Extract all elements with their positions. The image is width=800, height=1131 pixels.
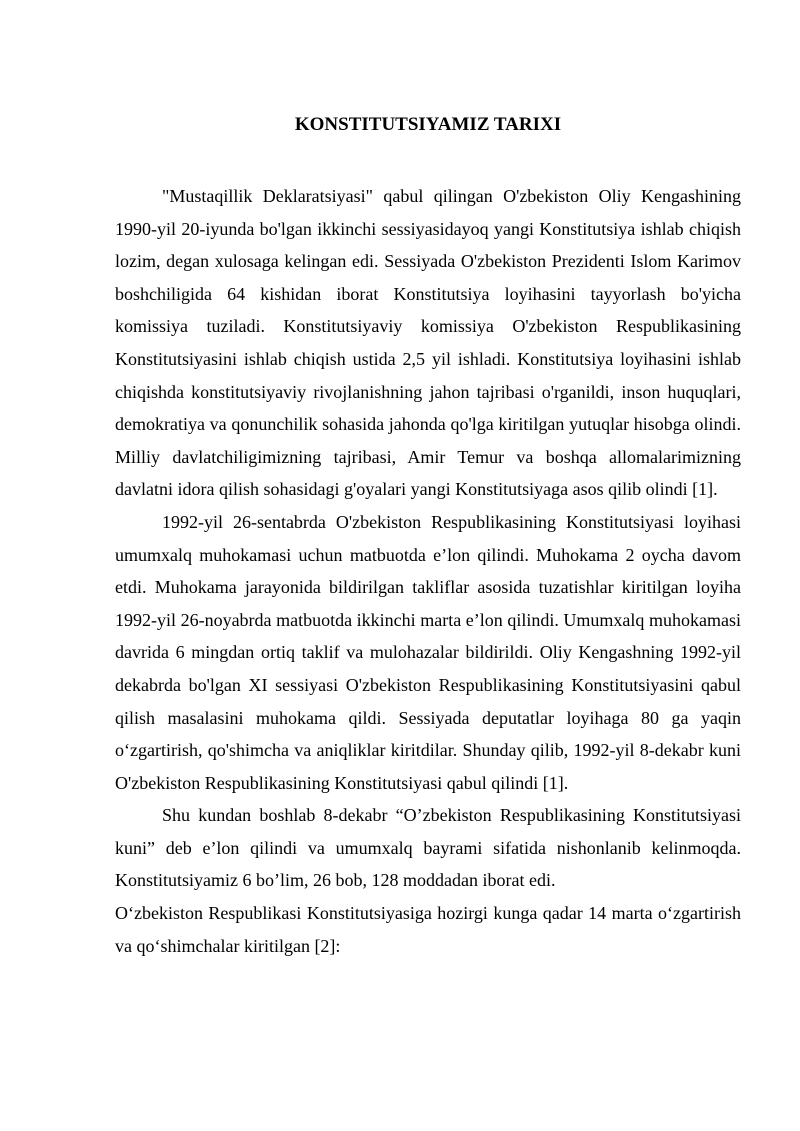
paragraph-3: Shu kundan boshlab 8-dekabr “O’zbekiston Respublikasining Konstitutsiyasi kuni” deb e’lon qilindi va umumxalq bayrami sifatida nishonlanib kelinmoqda. Konstitutsiyamiz 6 bo’lim, 26 bob, 128 moddadan iborat edi. (115, 805, 741, 891)
document-body (115, 180, 741, 962)
paragraph-1: "Mustaqillik Deklaratsiyasi" qabul qilingan O'zbekiston Oliy Kengashining 1990-yil 20-iyunda bo'lgan ikkinchi sessiyasidayoq yangi Konstitutsiya ishlab chiqish lozim, degan xulosaga kelingan edi. Sessiyada O'zbekiston Prezidenti Islom Karimov boshchiligida 64 kishidan iborat Konstitutsiya loyihasini tayyorlash bo'yicha komissiya tuziladi. Konstitutsiyaviy komissiya O'zbekiston Respublikasining Konstitutsiyasini ishlab chiqish ustida 2,5 yil ishladi. Konstitutsiya loyihasini ishlab chiqishda konstitutsiyaviy rivojlanishning jahon tajribasi o'rganildi, inson huquqlari, demokratiya va qonunchilik sohasida jahonda qo'lga kiritilgan yutuqlar hisobga olindi. Milliy davlatchiligimizning tajribasi, Amir Temur va boshqa allomalarimizning davlatni idora qilish sohasidagi g'oyalari yangi Konstitutsiyaga asos qilib olindi [1]. (115, 186, 741, 500)
paragraph-2: 1992-yil 26-sentabrda O'zbekiston Respublikasining Konstitutsiyasi loyihasi umumxalq muhokamasi uchun matbuotda e’lon qilindi. Muhokama 2 oycha davom etdi. Muhokama jarayonida bildirilgan takliflar asosida tuzatishlar kiritilgan loyiha 1992-yil 26-noyabrda matbuotda ikkinchi marta e’lon qilindi. Umumxalq muhokamasi davrida 6 mingdan ortiq taklif va mulohazalar bildirildi. Oliy Kengashning 1992-yil dekabrda bo'lgan XI sessiyasi O'zbekiston Respublikasining Konstitutsiyasini qabul qilish masalasini muhokama qildi. Sessiyada deputatlar loyihaga 80 ga yaqin o‘zgartirish, qo'shimcha va aniqliklar kiritdilar. Shunday qilib, 1992-yil 8-dekabr kuni O'zbekiston Respublikasining Konstitutsiyasi qabul qilindi [1]. (115, 511, 741, 793)
paragraph-4: O‘zbekiston Respublikasi Konstitutsiyasiga hozirgi kunga qadar 14 marta o‘zgartirish va qo‘shimchalar kiritilgan [2]: (115, 903, 741, 956)
page-title: KONSTITUTSIYAMIZ TARIXI (294, 114, 562, 135)
